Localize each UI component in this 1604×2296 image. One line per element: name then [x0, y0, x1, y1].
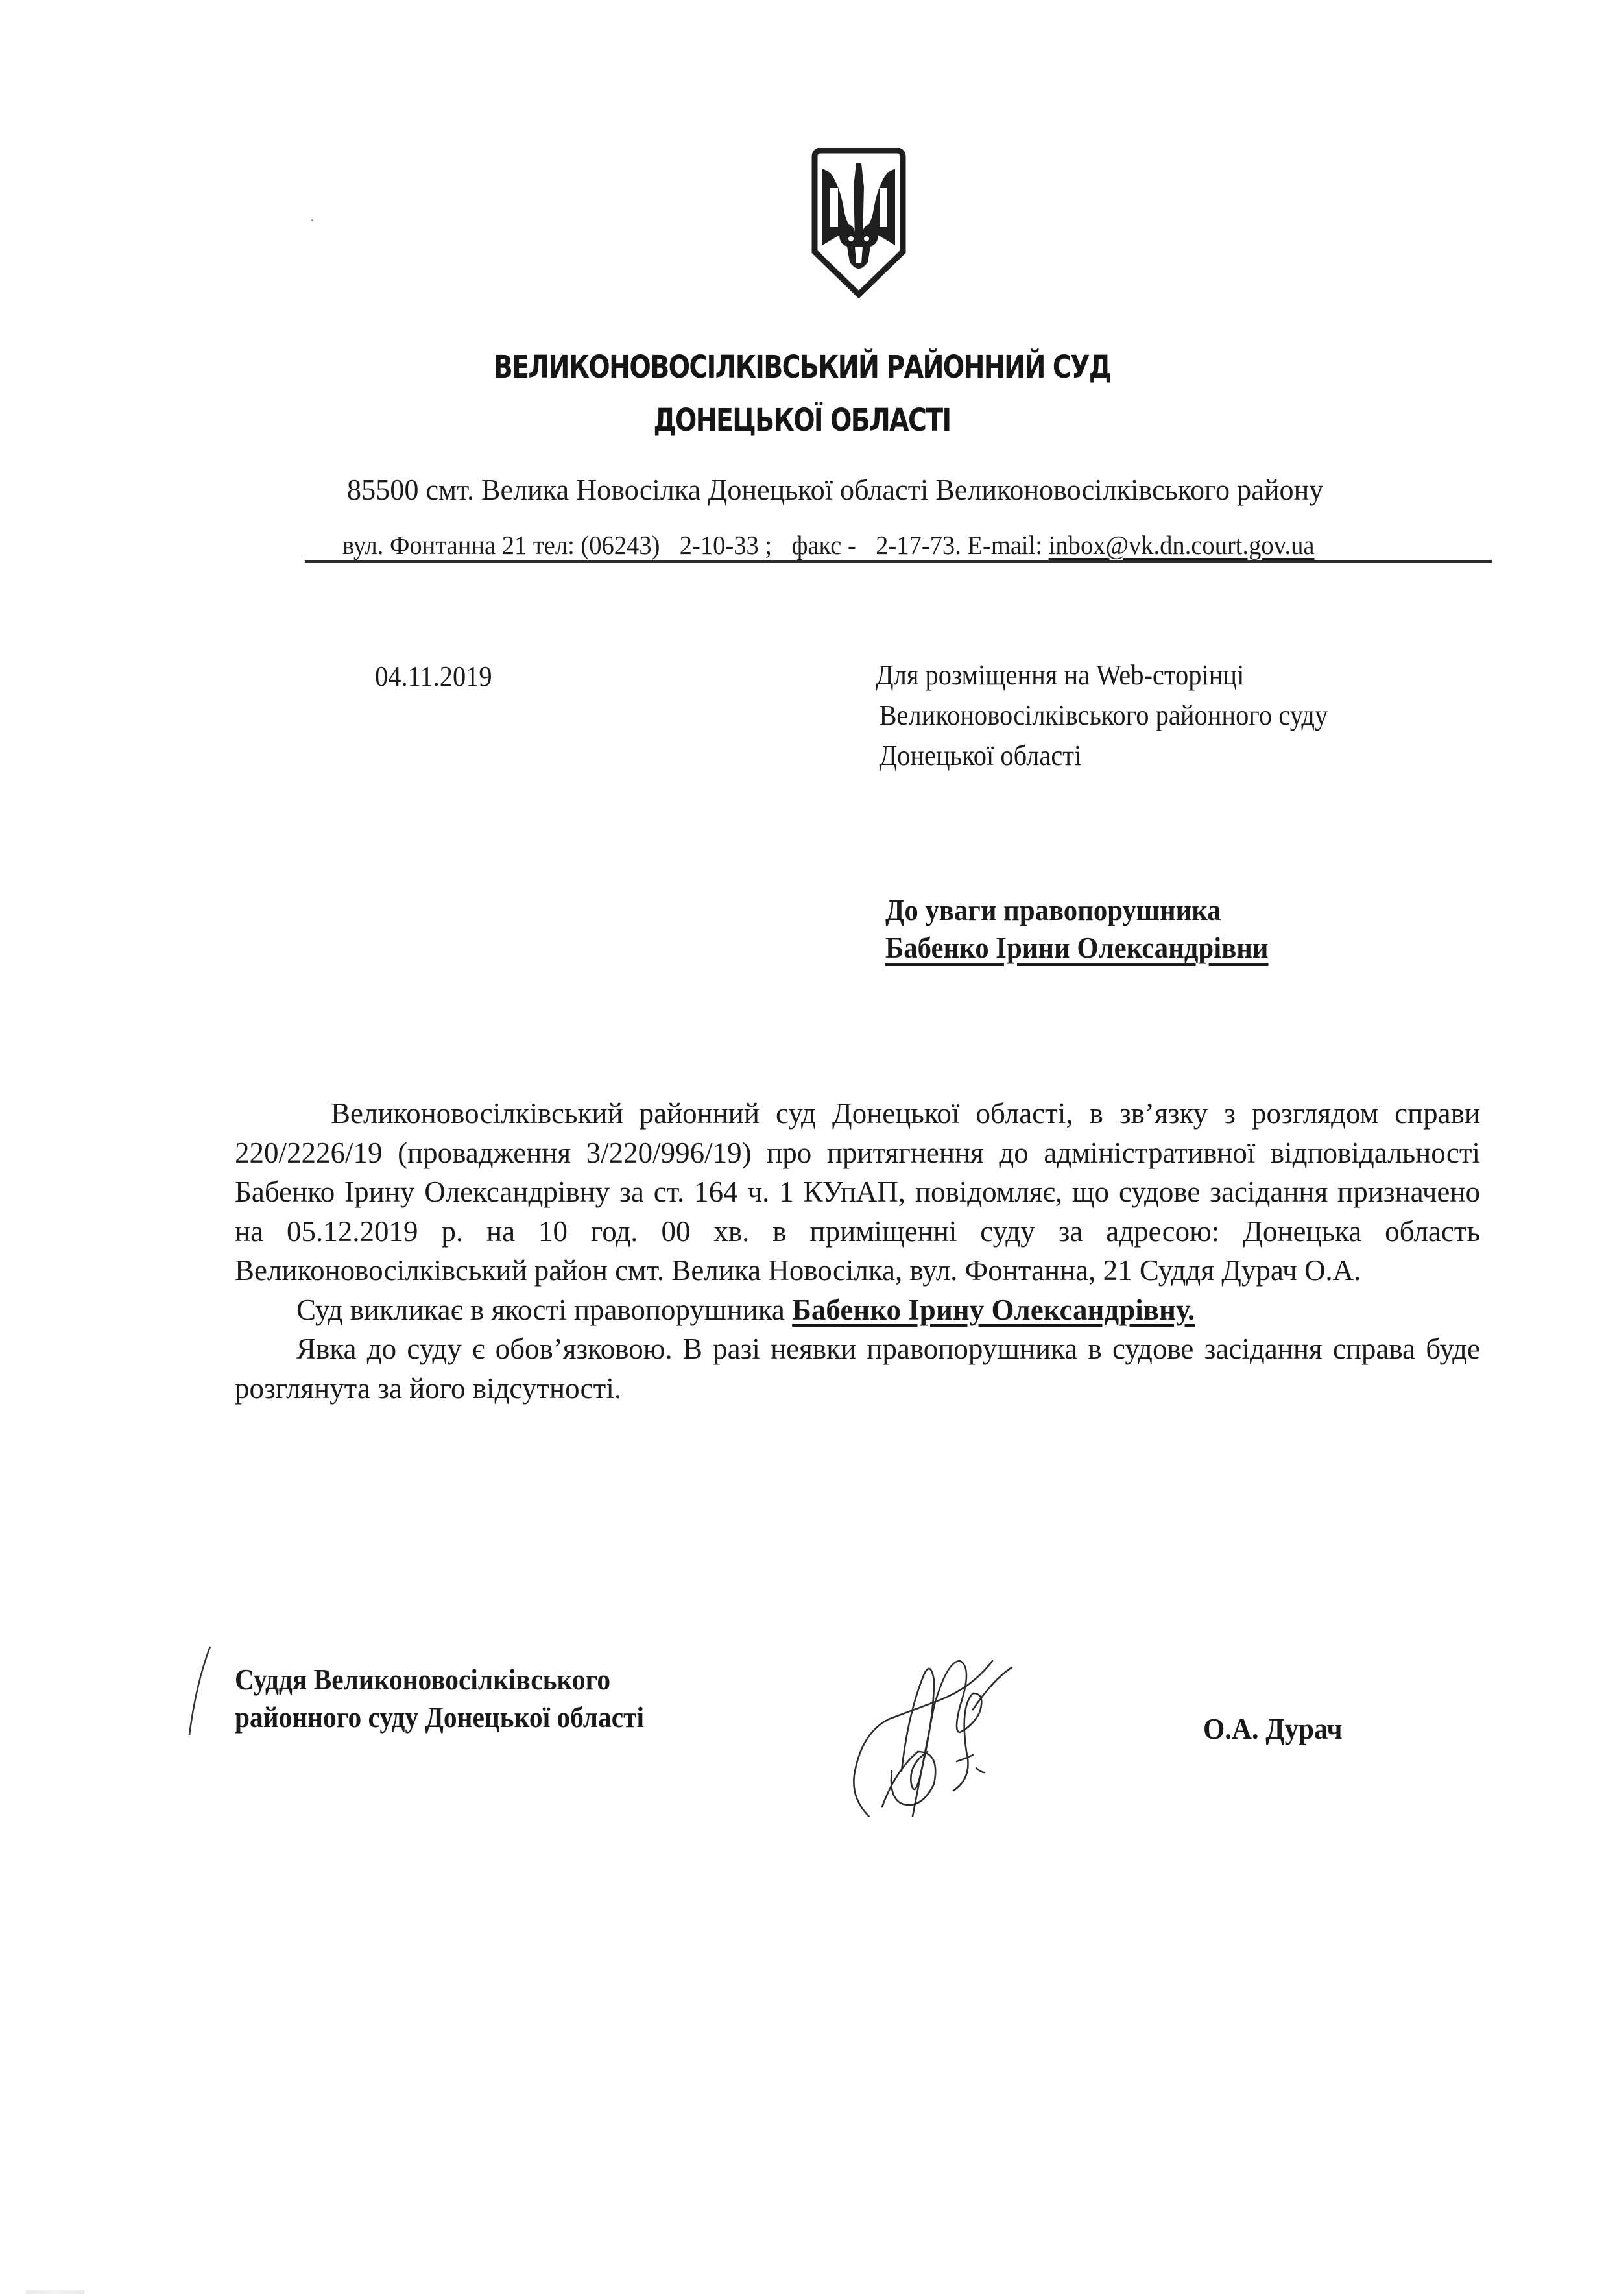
document-date: 04.11.2019 [375, 660, 492, 692]
court-name-line1: ВЕЛИКОНОВОСІЛКІВСЬКИЙ РАЙОННИЙ СУД [493, 349, 1111, 385]
attendance-paragraph: Явка до суду є обов’язковою. В разі неявки правопорушника в судове засідання справа буде розглянута за його відсутності. [235, 1333, 1480, 1405]
signer-name: О.А. Дурач [1203, 1712, 1343, 1745]
court-contacts [342, 529, 1314, 561]
recipient-block [876, 655, 1328, 776]
notice-body [235, 1094, 1480, 1408]
pen-stroke-mark [187, 1645, 213, 1736]
attention-block [885, 891, 1269, 967]
phone-number: 2-10-33 ; [679, 530, 772, 560]
scan-artifact [26, 2290, 84, 2294]
email-link[interactable]: inbox@vk.dn.court.gov.ua [1048, 530, 1315, 560]
court-address: 85500 смт. Велика Новосілка Донецької області Великоновосілківського району [347, 473, 1324, 506]
coat-of-arms-icon [811, 148, 907, 298]
offender-name: Бабенко Ірини Олександрівни [885, 931, 1269, 964]
signer-title [235, 1661, 644, 1736]
recipient-line: Великоновосілківського районного суду [879, 699, 1328, 731]
street-address: вул. Фонтанна 21 [342, 530, 527, 560]
summons-paragraph [235, 1290, 1480, 1330]
handwritten-signature-icon [843, 1622, 1129, 1817]
signer-title-line1: Суддя Великоновосілківського [235, 1663, 611, 1696]
notice-paragraph: Великоновосілківський районний суд Донецької області, в зв’язку з розглядом справи 220/2226/19 (провадження 3/220/996/19) про притягнення до адміністративної відповідальності Бабенко Ірину Олександрівну за ст. 164 ч. 1 КУпАП, повідомляє, що судове засідання призначено на 05.12.2019 р. на 10 год. 00 хв. в приміщенні суду за адресою: Донецька область Великоновосілківський район смт. Велика Новосілка, вул. Фонтанна, 21 Суддя Дурач О.А. [235, 1097, 1480, 1287]
signer-title-line2: районного суду Донецької області [235, 1701, 644, 1734]
summoned-person-name: Бабенко Ірину Олександрівну. [792, 1293, 1195, 1326]
header-divider [305, 560, 1492, 563]
scan-speck [311, 219, 313, 221]
phone-label: тел: (06243) [533, 530, 660, 560]
recipient-line: Для розміщення на Web-сторінці [876, 659, 1245, 691]
recipient-line: Донецької області [879, 740, 1082, 771]
fax-label: факс - [791, 530, 856, 560]
fax-number: 2-17-73. [876, 530, 961, 560]
court-name-line2: ДОНЕЦЬКОЇ ОБЛАСТІ [653, 402, 951, 439]
attention-heading: До уваги правопорушника [885, 893, 1221, 926]
email-label: E-mail: [967, 530, 1043, 560]
summons-text: Суд викликає в якості правопорушника [296, 1293, 793, 1326]
